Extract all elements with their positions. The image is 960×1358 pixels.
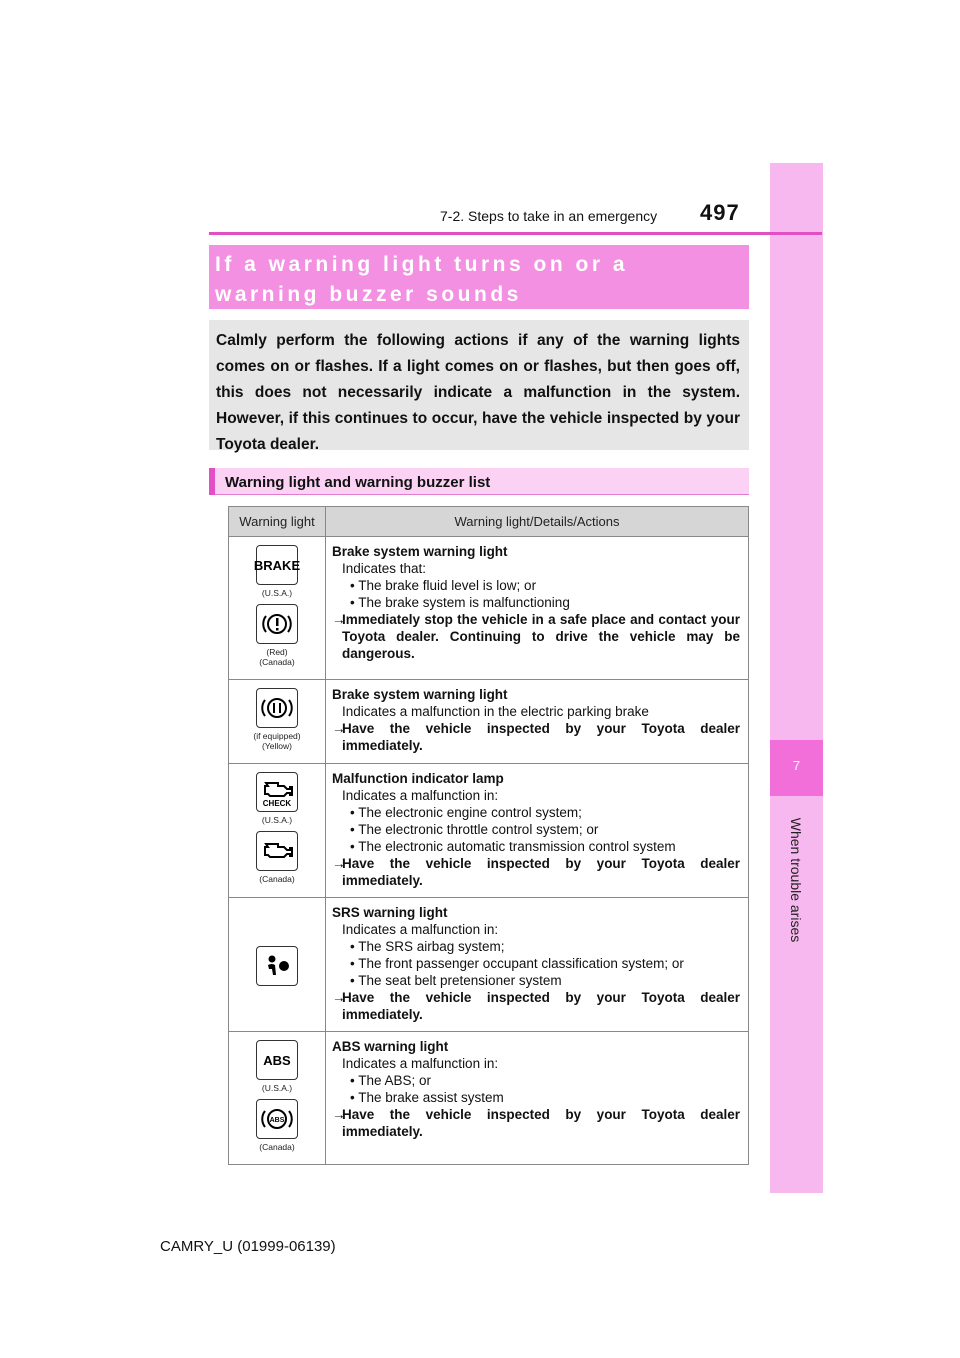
arrow-right-icon: → [332, 856, 346, 871]
warning-light-action [332, 1106, 740, 1140]
arrow-right-icon: → [332, 721, 346, 736]
arrow-right-icon: → [332, 1107, 346, 1122]
list-item [332, 838, 740, 855]
warning-light-icon-cell [229, 764, 326, 898]
table-row [229, 537, 749, 680]
abs-text-icon-text: ABS [263, 1052, 291, 1068]
page-number: 497 [700, 200, 740, 225]
warning-light-icon-cell [229, 537, 326, 680]
warning-light-details-cell [326, 537, 749, 680]
table-header-row [229, 507, 749, 537]
page-heading: If a warning light turns on or a warning buzzer sounds [215, 253, 629, 306]
list-item-text: The brake system is malfunctioning [358, 595, 570, 610]
icon-caption: (Red) (Canada) [259, 647, 295, 667]
list-item-text: The electronic automatic transmission control system [358, 839, 676, 854]
parking-brake-warning-icon [256, 688, 298, 728]
table-row [229, 680, 749, 764]
warning-light-title: Brake system warning light [332, 544, 508, 559]
brake-text-icon [253, 545, 301, 585]
list-item [332, 577, 740, 594]
warning-light-title: ABS warning light [332, 1039, 449, 1054]
icon-caption: (Canada) [259, 874, 295, 884]
icon-caption: (U.S.A.) [261, 815, 293, 825]
srs-airbag-icon [256, 946, 298, 986]
warning-light-description: Indicates a malfunction in the electric parking brake [342, 704, 649, 719]
list-item-text: The SRS airbag system; [358, 939, 505, 954]
engine-icon [256, 831, 298, 871]
warning-light-details-cell [326, 898, 749, 1032]
action-text: Have the vehicle inspected by your Toyota dealer immediately. [342, 721, 740, 753]
warning-light-title: Brake system warning light [332, 687, 508, 702]
warning-light-action [332, 855, 740, 889]
column-header-warning-light: Warning light [229, 507, 326, 537]
warning-light-title: SRS warning light [332, 905, 448, 920]
list-item-text: The front passenger occupant classification system; or [358, 956, 684, 971]
table-row [229, 764, 749, 898]
arrow-right-icon: → [332, 612, 346, 627]
warning-light-title: Malfunction indicator lamp [332, 771, 504, 786]
list-item [332, 972, 740, 989]
list-item-text: The electronic throttle control system; or [358, 822, 599, 837]
brake-exclamation-icon [256, 604, 298, 644]
list-item [332, 1072, 740, 1089]
warning-light-action [332, 989, 740, 1023]
warning-light-details-cell [326, 1032, 749, 1165]
list-item-text: The brake assist system [358, 1090, 504, 1105]
warning-light-details-cell [326, 680, 749, 764]
warning-light-description: Indicates that: [342, 561, 427, 576]
list-item-text: The brake fluid level is low; or [358, 578, 537, 593]
check-engine-icon [256, 772, 298, 812]
section-title: 7-2. Steps to take in an emergency [440, 208, 658, 224]
list-item [332, 938, 740, 955]
action-text: Have the vehicle inspected by your Toyota dealer immediately. [342, 1107, 740, 1139]
intro-text: Calmly perform the following actions if any of the warning lights comes on or flashes. If a light comes on or flashes, but then goes off, this does not necessarily indicate a malfunction in the system. However, if this continues to occur, have the vehicle inspected by your Toyota dealer. [216, 332, 740, 453]
list-item [332, 821, 740, 838]
abs-text-icon [256, 1040, 298, 1080]
abs-circle-icon [256, 1099, 298, 1139]
warning-light-action [332, 611, 740, 662]
icon-caption: (U.S.A.) [261, 1083, 293, 1093]
list-item-text: The seat belt pretensioner system [358, 973, 562, 988]
warning-light-icon-cell [229, 898, 326, 1032]
subheading: Warning light and warning buzzer list [225, 474, 491, 491]
icon-caption: (U.S.A.) [261, 588, 293, 598]
table-row [229, 1032, 749, 1165]
list-item [332, 804, 740, 821]
list-item [332, 594, 740, 611]
icon-caption: (Canada) [259, 1142, 295, 1152]
warning-light-table [228, 506, 749, 1165]
warning-light-icon-cell [229, 680, 326, 764]
side-tab-number: 7 [792, 758, 801, 773]
svg-text:ABS: ABS [269, 1117, 285, 1124]
side-tab-strip [770, 163, 823, 1193]
action-text: Immediately stop the vehicle in a safe place and contact your Toyota dealer. Continuing to drive the vehicle may be dangerous. [342, 612, 740, 661]
table-row [229, 898, 749, 1032]
column-header-details: Warning light/Details/Actions [326, 507, 749, 537]
subheading-accent-bar [209, 468, 215, 495]
list-item [332, 1089, 740, 1106]
brake-text-icon-text: BRAKE [253, 557, 301, 573]
warning-light-description: Indicates a malfunction in: [342, 788, 499, 803]
warning-light-description: Indicates a malfunction in: [342, 922, 499, 937]
action-text: Have the vehicle inspected by your Toyota dealer immediately. [342, 990, 740, 1022]
list-item-text: The electronic engine control system; [358, 805, 582, 820]
footer-doc-id: CAMRY_U (01999-06139) [160, 1238, 336, 1255]
header-rule [209, 232, 822, 235]
warning-light-details-cell [326, 764, 749, 898]
warning-light-description: Indicates a malfunction in: [342, 1056, 499, 1071]
warning-light-icon-cell [229, 1032, 326, 1165]
svg-text:CHECK: CHECK [262, 799, 292, 807]
list-item-text: The ABS; or [358, 1073, 432, 1088]
warning-light-action [332, 720, 740, 754]
list-item [332, 955, 740, 972]
action-text: Have the vehicle inspected by your Toyota dealer immediately. [342, 856, 740, 888]
icon-caption: (if equipped) (Yellow) [253, 731, 301, 751]
arrow-right-icon: → [332, 990, 346, 1005]
side-tab-label: When trouble arises [788, 817, 804, 943]
